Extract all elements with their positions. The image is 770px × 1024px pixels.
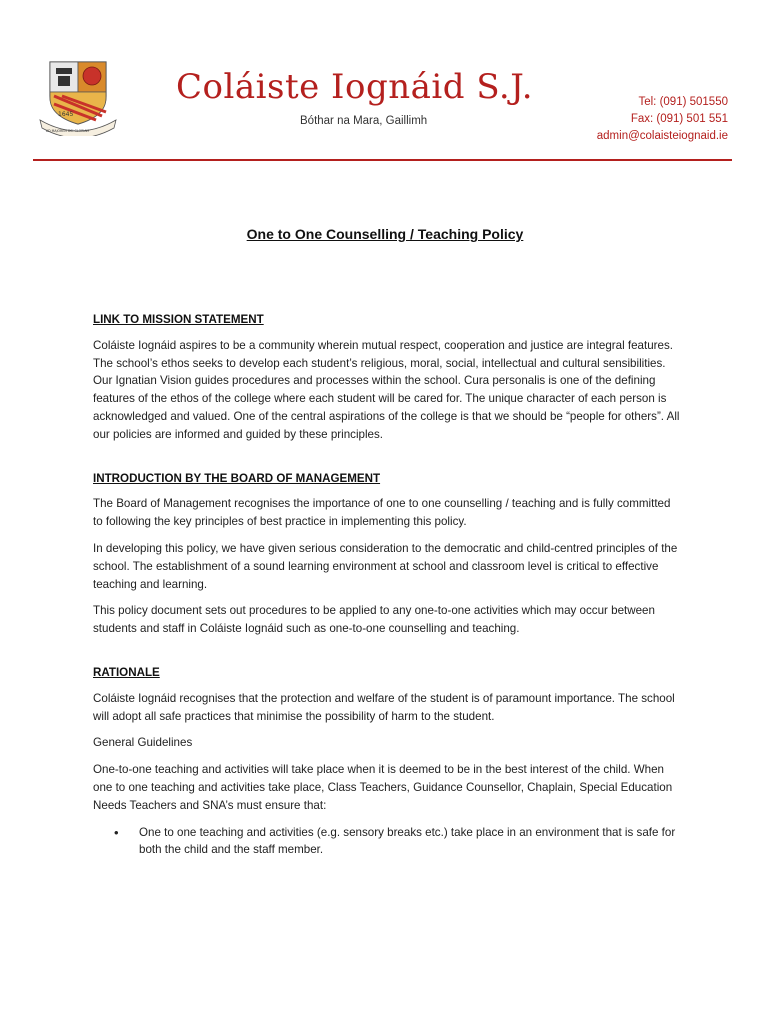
document-title: One to One Counselling / Teaching Policy — [246, 226, 524, 242]
contact-block — [597, 94, 728, 145]
paragraph: In developing this policy, we have given serious consideration to the democratic and child-centred principles of the school. The establishment of a sound learning environment at school and classroom level is critical to effective teaching and learning. — [93, 541, 678, 591]
document-body — [93, 311, 683, 885]
paragraph: This policy document sets out procedures to be applied to any one-to-one activities which may occur between students and staff in Coláiste Iognáid such as one-to-one counselling and teaching. — [93, 604, 655, 636]
paragraph: Coláiste Iognáid aspires to be a community wherein mutual respect, cooperation and justice are integral features. The school’s ethos seeks to develop each student’s religious, moral, social, intellectual and cultural sensibilities. Our Ignatian Vision guides procedures and processes within the school. Cura personalis is one of the defining features of the ethos of the college where each student will be cared for. The unique character of each person is acknowledged and valued. One of the central aspirations of the college is that we should be “people for others”. All our policies are informed and guided by these principles. — [93, 338, 680, 441]
email-link[interactable]: admin@colaisteiognaid.ie — [596, 130, 728, 142]
section-heading: RATIONALE — [93, 665, 160, 679]
section-heading: INTRODUCTION BY THE BOARD OF MANAGEMENT — [93, 471, 381, 485]
school-crest-icon — [38, 58, 118, 136]
crest-year: 1645 — [58, 111, 74, 118]
header-divider — [33, 159, 732, 161]
fax: Fax: (091) 501 551 — [630, 113, 728, 125]
school-address: Bóthar na Mara, Gaillimh — [300, 115, 428, 127]
subheading: General Guidelines — [93, 736, 193, 750]
paragraph: The Board of Management recognises the importance of one to one counselling / teaching and is fully committed to following the key principles of best practice in implementing this policy. — [93, 497, 671, 529]
crest-motto: AD MAJOREM DEI GLORIAM — [46, 129, 90, 133]
section-heading: LINK TO MISSION STATEMENT — [93, 313, 264, 326]
paragraph: One-to-one teaching and activities will take place when it is deemed to be in the best interest of the child. When one to one teaching and activities take place, Class Teachers, Guidance Counsellor, Chaplain, Special Education Needs Teachers and SNA’s must ensure that: — [93, 763, 673, 812]
telephone: Tel: (091) 501550 — [638, 96, 728, 108]
section-mission — [93, 311, 683, 444]
section-rationale — [93, 664, 683, 859]
school-name: Coláiste Iognáid S.J. — [176, 67, 534, 107]
section-introduction — [93, 470, 683, 638]
list-item: • One to one teaching and activities (e.g. sensory breaks etc.) take place in an environment that is safe for both the child and the staff member. — [93, 824, 683, 860]
paragraph: Coláiste Iognáid recognises that the protection and welfare of the student is of paramount importance. The school will adopt all safe practices that minimise the possibility of harm to the student. — [93, 691, 675, 723]
bullet-list — [93, 824, 683, 860]
